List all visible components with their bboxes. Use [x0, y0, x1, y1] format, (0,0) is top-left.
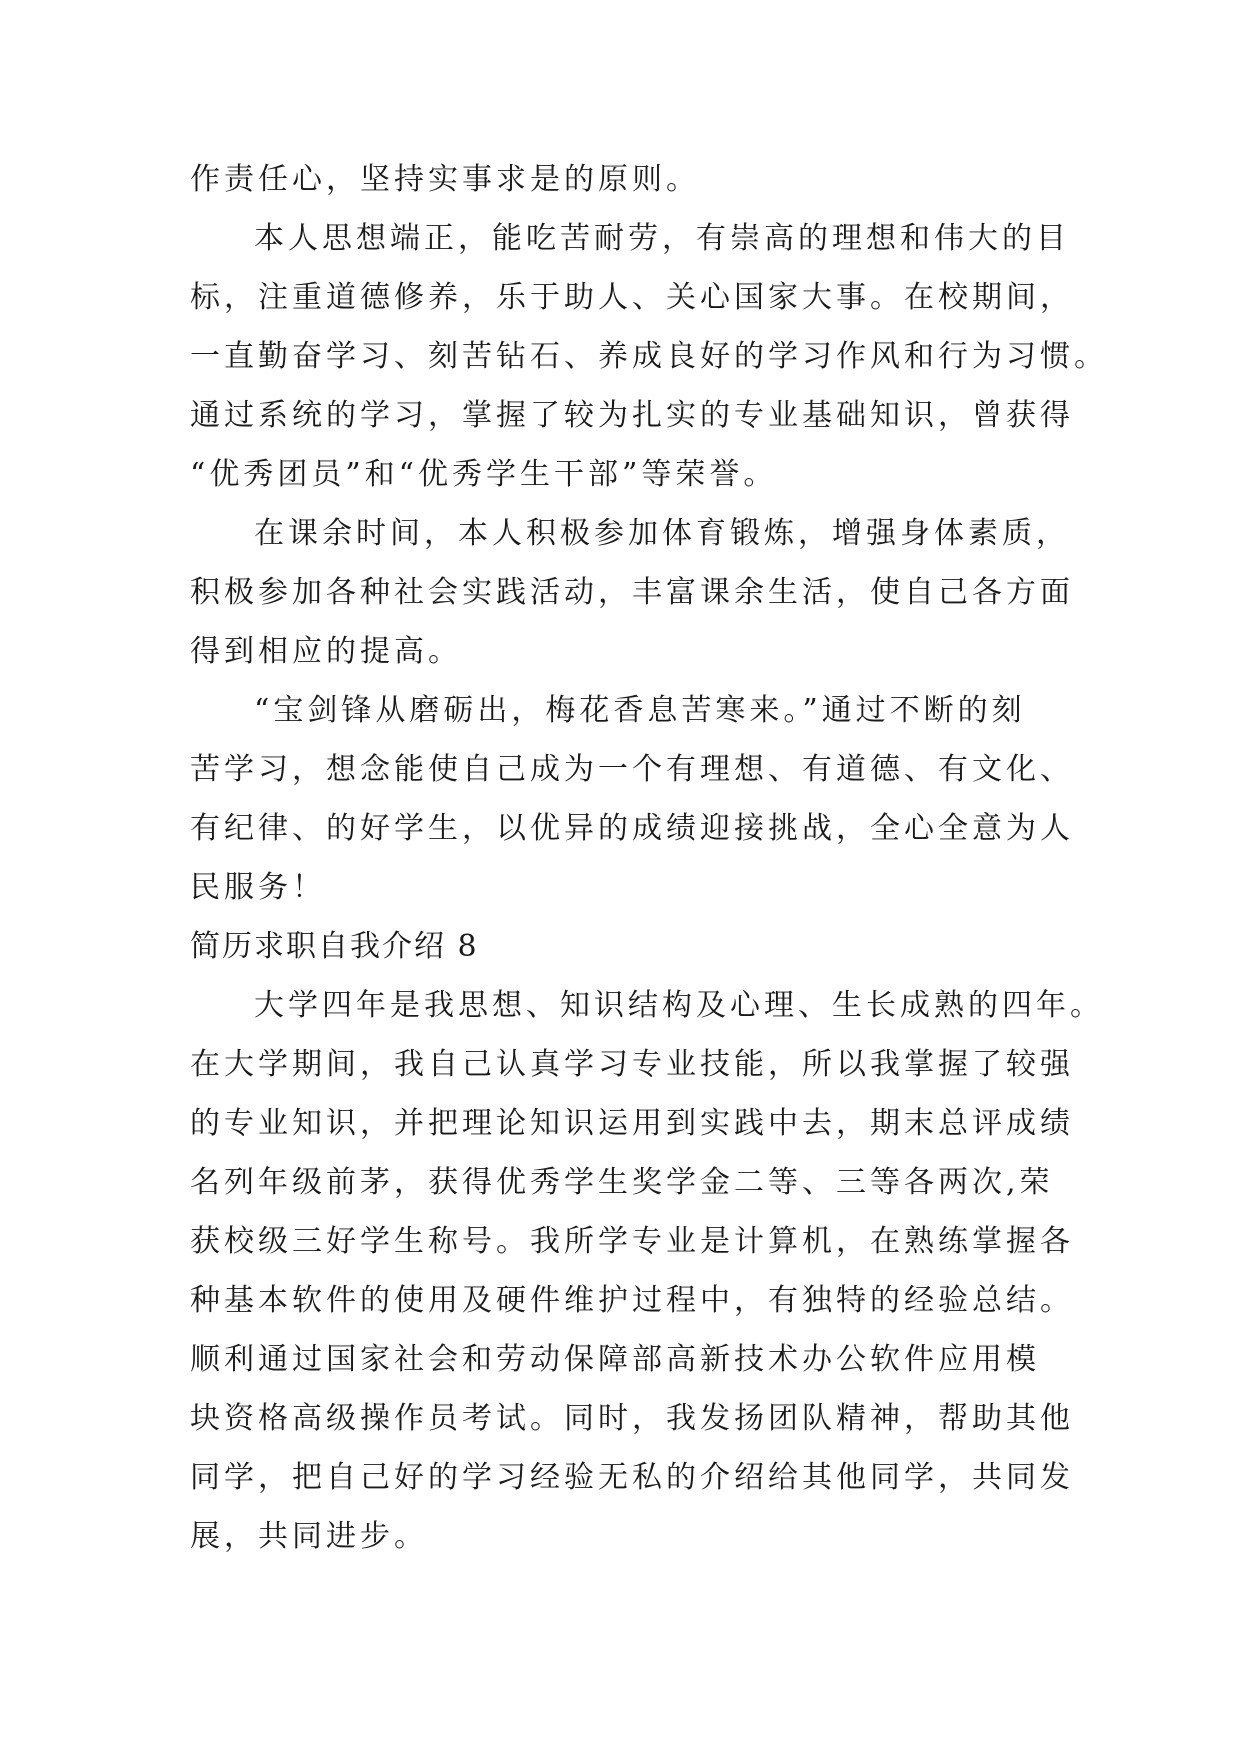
- text-line: 展，共同进步。: [190, 1519, 428, 1554]
- text-line: 得到相应的提高。: [190, 634, 462, 669]
- text-line: 一直勤奋学习、刻苦钻石、养成良好的学习作风和行为习惯。: [190, 339, 1108, 374]
- text-line: 有纪律、的好学生，以优异的成绩迎接挑战，全心全意为人: [190, 811, 1074, 846]
- text-line: 通过系统的学习，掌握了较为扎实的专业基础知识，曾获得: [190, 398, 1074, 433]
- text-line: 名列年级前茅，获得优秀学生奖学金二等、三等各两次,荣: [190, 1165, 1054, 1200]
- text-line: 种基本软件的使用及硬件维护过程中，有独特的经验总结。: [190, 1283, 1074, 1318]
- section-heading: 简历求职自我介绍 8: [190, 929, 479, 964]
- text-line: 顺利通过国家社会和劳动保障部高新技术办公软件应用模: [190, 1342, 1040, 1377]
- text-line: 的专业知识，并把理论知识运用到实践中去，期末总评成绩: [190, 1106, 1074, 1141]
- paragraph-start: 本人思想端正，能吃苦耐劳，有崇高的理想和伟大的目: [254, 221, 1070, 256]
- text-line: 积极参加各种社会实践活动，丰富课余生活，使自己各方面: [190, 575, 1074, 610]
- text-line: 作责任心，坚持实事求是的原则。: [190, 162, 700, 197]
- text-line: 获校级三好学生称号。我所学专业是计算机，在熟练掌握各: [190, 1224, 1074, 1259]
- text-line: 标，注重道德修养，乐于助人、关心国家大事。在校期间，: [190, 280, 1074, 315]
- text-line: 同学，把自己好的学习经验无私的介绍给其他同学，共同发: [190, 1460, 1074, 1495]
- text-line: 苦学习，想念能使自己成为一个有理想、有道德、有文化、: [190, 752, 1074, 787]
- text-line: “优秀团员”和“优秀学生干部”等荣誉。: [190, 457, 778, 492]
- text-line: 民服务！: [190, 870, 326, 905]
- paragraph-start: “宝剑锋从磨砺出，梅花香息苦寒来。”通过不断的刻: [254, 693, 1026, 728]
- paragraph-start: 在课余时间，本人积极参加体育锻炼，增强身体素质，: [254, 516, 1070, 551]
- text-line: 在大学期间，我自己认真学习专业技能，所以我掌握了较强: [190, 1047, 1074, 1082]
- document-body: [190, 150, 1108, 1566]
- paragraph-start: 大学四年是我思想、知识结构及心理、生长成熟的四年。: [254, 988, 1104, 1023]
- text-line: 块资格高级操作员考试。同时，我发扬团队精神，帮助其他: [190, 1401, 1074, 1436]
